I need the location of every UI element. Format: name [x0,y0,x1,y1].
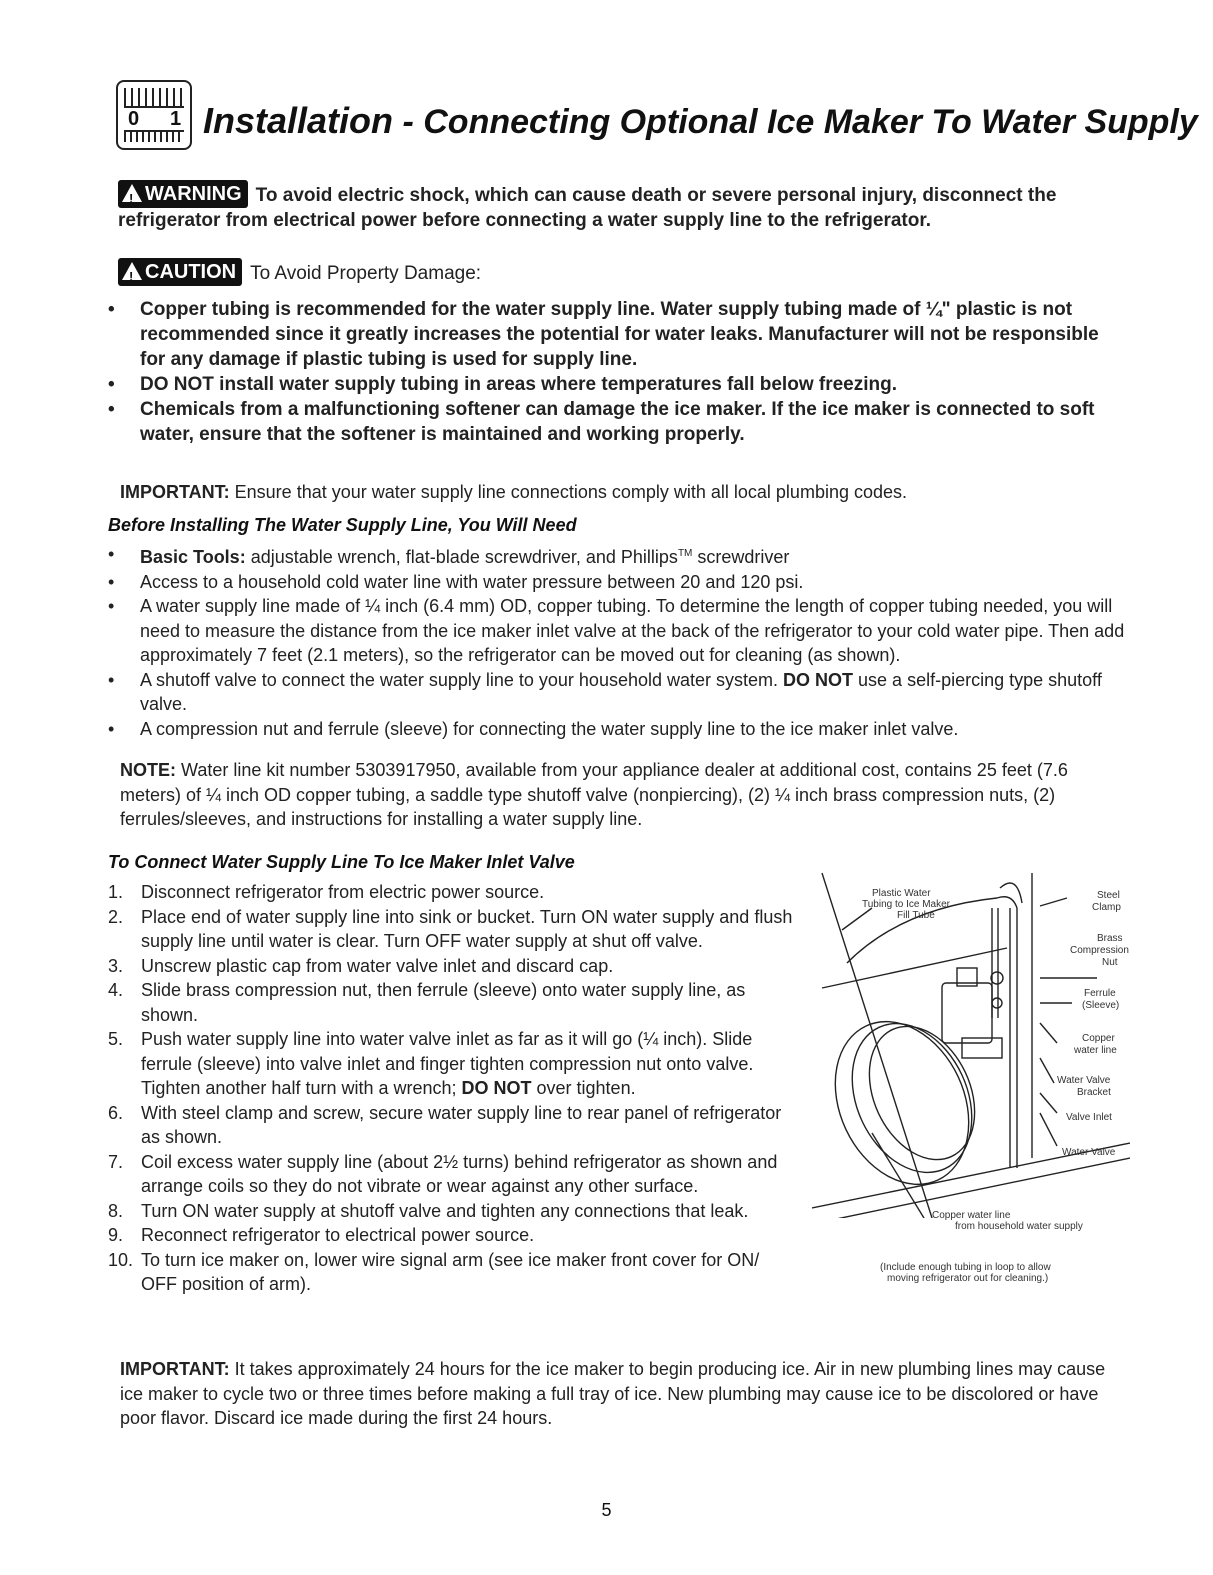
list-item: 1. Disconnect refrigerator from electric power source. [108,882,545,902]
list-item: 9. Reconnect refrigerator to electrical power source. [108,1225,535,1245]
caution-triangle-icon [122,262,142,280]
list-item: • A shutoff valve to connect the water supply line to your household water system. DO NOT use a self-piercing type shutoff valve. [108,668,1148,717]
list-item: 6. With steel clamp and screw, secure water supply line to rear panel of refrigerator as shown. [108,1102,782,1147]
steps-list [108,880,798,1297]
section-heading: Before Installing The Water Supply Line, You Will Need [108,515,577,535]
label-sleeve: (Sleeve) [1082,1000,1120,1011]
list-item: 10. To turn ice maker on, lower wire signal arm (see ice maker front cover for ON/ OFF position of arm). [108,1249,760,1294]
note-block: NOTE: Water line kit number 5303917950, available from your appliance dealer at additional cost, contains 25 feet (7.6 meters) of ¼ inch OD copper tubing, a saddle type shutoff valve (nonpiercing), (2) ¼ inch brass compression nuts, (2) ferrules/sleeves, and instructions for installing a water supply line. [120,760,1068,829]
page-number: 5 [601,1500,612,1520]
label-water-valve-2: Water Valve [1062,1147,1116,1158]
requirements-list [108,542,1148,741]
label-tubing: Tubing to Ice Maker [862,899,951,910]
list-item: 7. Coil excess water supply line (about 2½ turns) behind refrigerator as shown and arrange coils so they do not vibrate or wear against any other surface. [108,1151,778,1196]
label-fill-tube: Fill Tube [897,910,935,921]
list-item: • A compression nut and ferrule (sleeve) for connecting the water supply line to the ice maker inlet valve. [108,717,1148,742]
list-item: • Basic Tools: adjustable wrench, flat-blade screwdriver, and Phillips™ screwdriver [108,542,1148,570]
important-note: IMPORTANT: Ensure that your water supply line connections comply with all local plumbing codes. [120,482,908,502]
caution-list [108,297,1113,447]
label-brass: Brass [1097,933,1123,944]
caution-badge: !CAUTION [118,258,242,286]
list-item: 5. Push water supply line into water valve inlet as far as it will go (¼ inch). Slide ferrule (sleeve) into valve inlet and finger tighten compression nut onto valve. Tighten another half turn with a wrench; DO NOT over tighten. [108,1029,754,1098]
label-water-valve: Water Valve [1057,1075,1111,1086]
list-item: 2. Place end of water supply line into sink or bucket. Turn ON water supply and flush supply line until water is clear. Turn OFF water supply at shut off valve. [108,906,793,951]
list-item: • A water supply line made of ¼ inch (6.4 mm) OD, copper tubing. To determine the length of copper tubing needed, you will need to measure the distance from the ice maker inlet valve at the back of the refrigerator to your cold water pipe. Then add approximately 7 feet (2.1 meters), so the refrigerator can be moved out for cleaning (as shown). [108,594,1148,668]
warning-block: !WARNING To avoid electric shock, which can cause death or severe personal injury, disconnect the refrigerator from electrical power before connecting a water supply line to the refrigerator. [118,180,1108,233]
label-compression: Compression [1070,945,1129,956]
list-item: • DO NOT install water supply tubing in areas where temperatures fall below freezing. [108,372,1113,397]
list-item: 8. Turn ON water supply at shutoff valve and tighten any connections that leak. [108,1200,749,1221]
label-copper-from-2: from household water supply [955,1221,1083,1232]
list-item: 3. Unscrew plastic cap from water valve inlet and discard cap. [108,955,614,976]
warning-triangle-icon [122,184,142,202]
label-plastic-water: Plastic Water [872,888,931,899]
label-water-line: water line [1074,1045,1117,1056]
label-include-2: moving refrigerator out for cleaning.) [887,1273,1049,1284]
installation-diagram [812,868,1130,1221]
important-note-2: IMPORTANT: It takes approximately 24 hours for the ice maker to begin producing ice. Air in new plumbing lines may cause ice maker to cycle two or three times before making a full tray of ice. New plumbing may cause ice to be discolored or have poor flavor. Discard ice made during the first 24 hours. [120,1359,1106,1428]
ruler-icon: 0 1 [116,80,192,150]
label-include-1: (Include enough tubing in loop to allow [880,1262,1051,1273]
list-item: • Chemicals from a malfunctioning softener can damage the ice maker. If the ice maker is connected to soft water, ensure that the softener is maintained and working properly. [108,397,1113,447]
label-copper-from: Copper water line [932,1210,1011,1221]
label-nut: Nut [1102,957,1118,968]
label-valve-inlet: Valve Inlet [1066,1112,1112,1123]
label-ferrule: Ferrule [1084,988,1116,999]
page-title: Installation - Connecting Optional Ice Maker To Water Supply [203,100,1198,141]
label-bracket: Bracket [1077,1087,1111,1098]
list-item: • Access to a household cold water line with water pressure between 20 and 120 psi. [108,570,1148,595]
label-steel: Steel [1097,890,1120,901]
list-item: • Copper tubing is recommended for the water supply line. Water supply tubing made of ¼" plastic is not recommended since it greatly increases the potential for water leaks. Manufacturer will not be responsible for any damage if plastic tubing is used for supply line. [108,297,1113,372]
warning-badge: !WARNING [118,180,248,208]
label-copper: Copper [1082,1033,1115,1044]
list-item: 4. Slide brass compression nut, then ferrule (sleeve) onto water supply line, as shown. [108,980,746,1025]
caution-block: !CAUTION To Avoid Property Damage: [118,258,1118,286]
label-clamp: Clamp [1092,902,1121,913]
section-heading: To Connect Water Supply Line To Ice Maker Inlet Valve [108,852,575,872]
